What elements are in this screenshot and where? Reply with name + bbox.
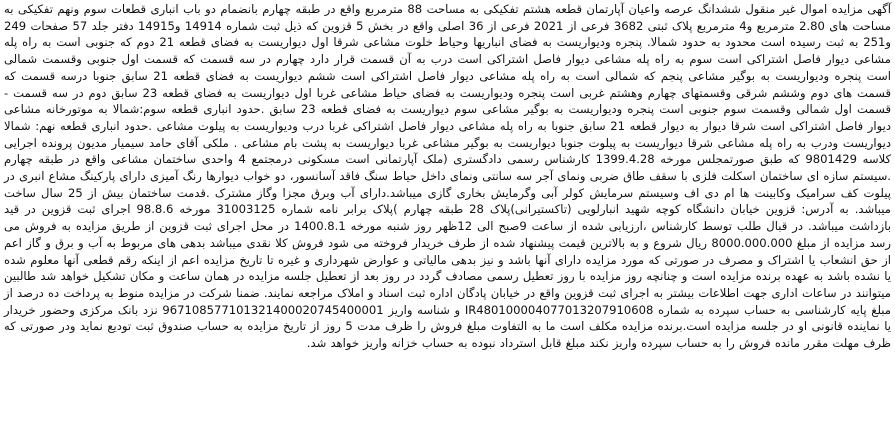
auction-notice-text: آگهی مزایده اموال غیر منقول ششدانگ عرصه واعیان آپارتمان قطعه هشتم تفکیکی به مساحت 88 مترمربع واقع در طبقه چهارم بانضمام دو باب انباری قطعات سوم ونهم تفکیکی به مساحت های 2.80 مترمربع و4 مترمربع پلاک ثبتی 3682 فرعی از 2021 فرعی از 36 اصلی واقع در بخش 5 قزوین که ذیل ثبت شماره 14914 و14915 دفتر جلد 57 صفحات 249 و251 به ثبت رسیده است محدود به حدود شمالا. پنجره ودیواریست به فضای انباریها وحیاط خلوت مشاعی شرقا اول دیواریست به فضای قطعه 21 دوم که جنوبی است به راه پله مشاعی دیوار فاصل اشتراکی است سوم به راه پله مشاعی دیوار فاصل اشتراکی است درب به آن قسمت قرار دارد چهارم در سه قسمت که قسمت اول جنوبی وقسمت شمالی است پنجره ودیواریست به بوگیر مشاعی پنجم که شمالی است به راه پله مشاعی دیوار فاصل اشتراکی است ششم دیواریست به فضای قطعه 21 سابق جنوبا درسه قسمت که قسمت های دوم وششم شرقی وقسمتهای چهارم وهشتم غربی است پنجره ودیواریست به فضای حیاط مشاعی غربا اول دیواریست به فضای قطعه 23 سابق دوم در سه قسمت - قسمت اول شمالی وقسمت سوم جنوبی است پنجره ودیواریست به بوگیر مشاعی سوم دیواریست به فضای قطعه 23 سابق .حدود انباری قطعه سوم:شمالا به موتورخانه مشاعی دیوار فاصل اشتراکی است شرقا دیوار به دیوار قطعه 21 سابق جنوبا به راه پله مشاعی دیوار فاصل اشتراکی غربا درب ودیواریست به پیلوت مشاعی .حدود انباری قطعه نهم: شمالا دیواریست ودرب به راه پله مشاعی شرقا دیواریست به پیلوت جنوبا دیواریست به بوگیر مشاعی غربا دیواریست به پشت بام مشاعی . ملکی آقای حامد سیمیار مدیون پرونده اجرایی کلاسه 9801429 که طبق صورتمجلس مورخه 1399.4.28 کارشناس رسمی دادگستری (ملک آپارتمانی است مسکونی درمجتمع 4 واحدی ساختمان مشاعی واقع در طبقه چهارم .سیستم سازه ای ساختمان اسکلت فلزی با سقف طاق ضربی ونمای آجر سه سانتی ونمای داخل حیاط سنگ فاقد آسانسور، دو خواب دیوارها رنگ آمیزی دارای پارکینگ مشاع انبری در پیلوت کف سرامیک وکابینت ها ام دی اف وسیستم سرمایش کولر آبی وگرمایش بخاری گازی میباشد.دارای آب وبرق مجزا وگاز مشترک .قدمت ساختمان بیش از 25 سال ساخت میباشد. به آدرس: قزوین خیابان دانشگاه کوچه شهید انبارلویی (تاکستیرانی)پلاک 28 طبقه چهارم )پلاک برابر نامه شماره 31003125 مورخه 98.8.6 اجرای ثبت قزوین در قید بازداشت میباشد. در قبال طلب توسط کارشناس ،ارزیابی شده از ساعت 9صبح الی 12ظهر روز شنبه مورخه 1400.8.1 در محل اجرای ثبت قزوین از طریق مزایده به فروش می رسد مزایده از مبلغ 8000.000.000 ریال شروع و به بالاترین قیمت پیشنهاد شده از طرف خریدار فروخته می شود فروش کلا نقدی میباشد بدهی های مربوط به آب و برق و گاز اعم از حق انشعاب یا اشتراک و مصرف در صورتی که مورد مزایده دارای آنها باشد و نیز بدهی مالیاتی و عوارض شهرداری و غیره تا تاریخ مزایده اعم از اینکه رقم قطعی آنها معلوم شده یا نشده باشد به عهده برنده مزایده است و چنانچه روز مزایده با روز تعطیل رسمی مصادف گردد در روز بعد از تعطیل جلسه مزایده در همان ساعت و مکان تشکیل خواهد شد طالبین میتوانند در ساعات اداری جهت اطلاعات بیشتر به اجرای ثبت قزوین واقع در خیابان پادگان اداره ثبت اسناد و املاک مراجعه نمایند. ضمنا شرکت در مزایده منوط به پرداخت ده درصد از مبلغ پایه کارشناسی به حساب سپرده به شماره IR480100004077013207910608 و شناسه واریز 967108577101321400020745400001 نزد بانک مرکزی وحضور خریدار یا نماینده قانونی او در جلسه مزایده است.برنده مزایده مکلف است ما به التفاوت مبلغ فروش را ظرف مدت 5 روز از تاریخ مزایده به حساب صندوق ثبت تودیع نماید ودر صورتی که ظرف مهلت مقرر مانده فروش را به حساب سپرده واریز نکند مبلغ قابل استرداد نبوده به حساب خزانه واریز خواهد شد. <box>4 2 892 351</box>
